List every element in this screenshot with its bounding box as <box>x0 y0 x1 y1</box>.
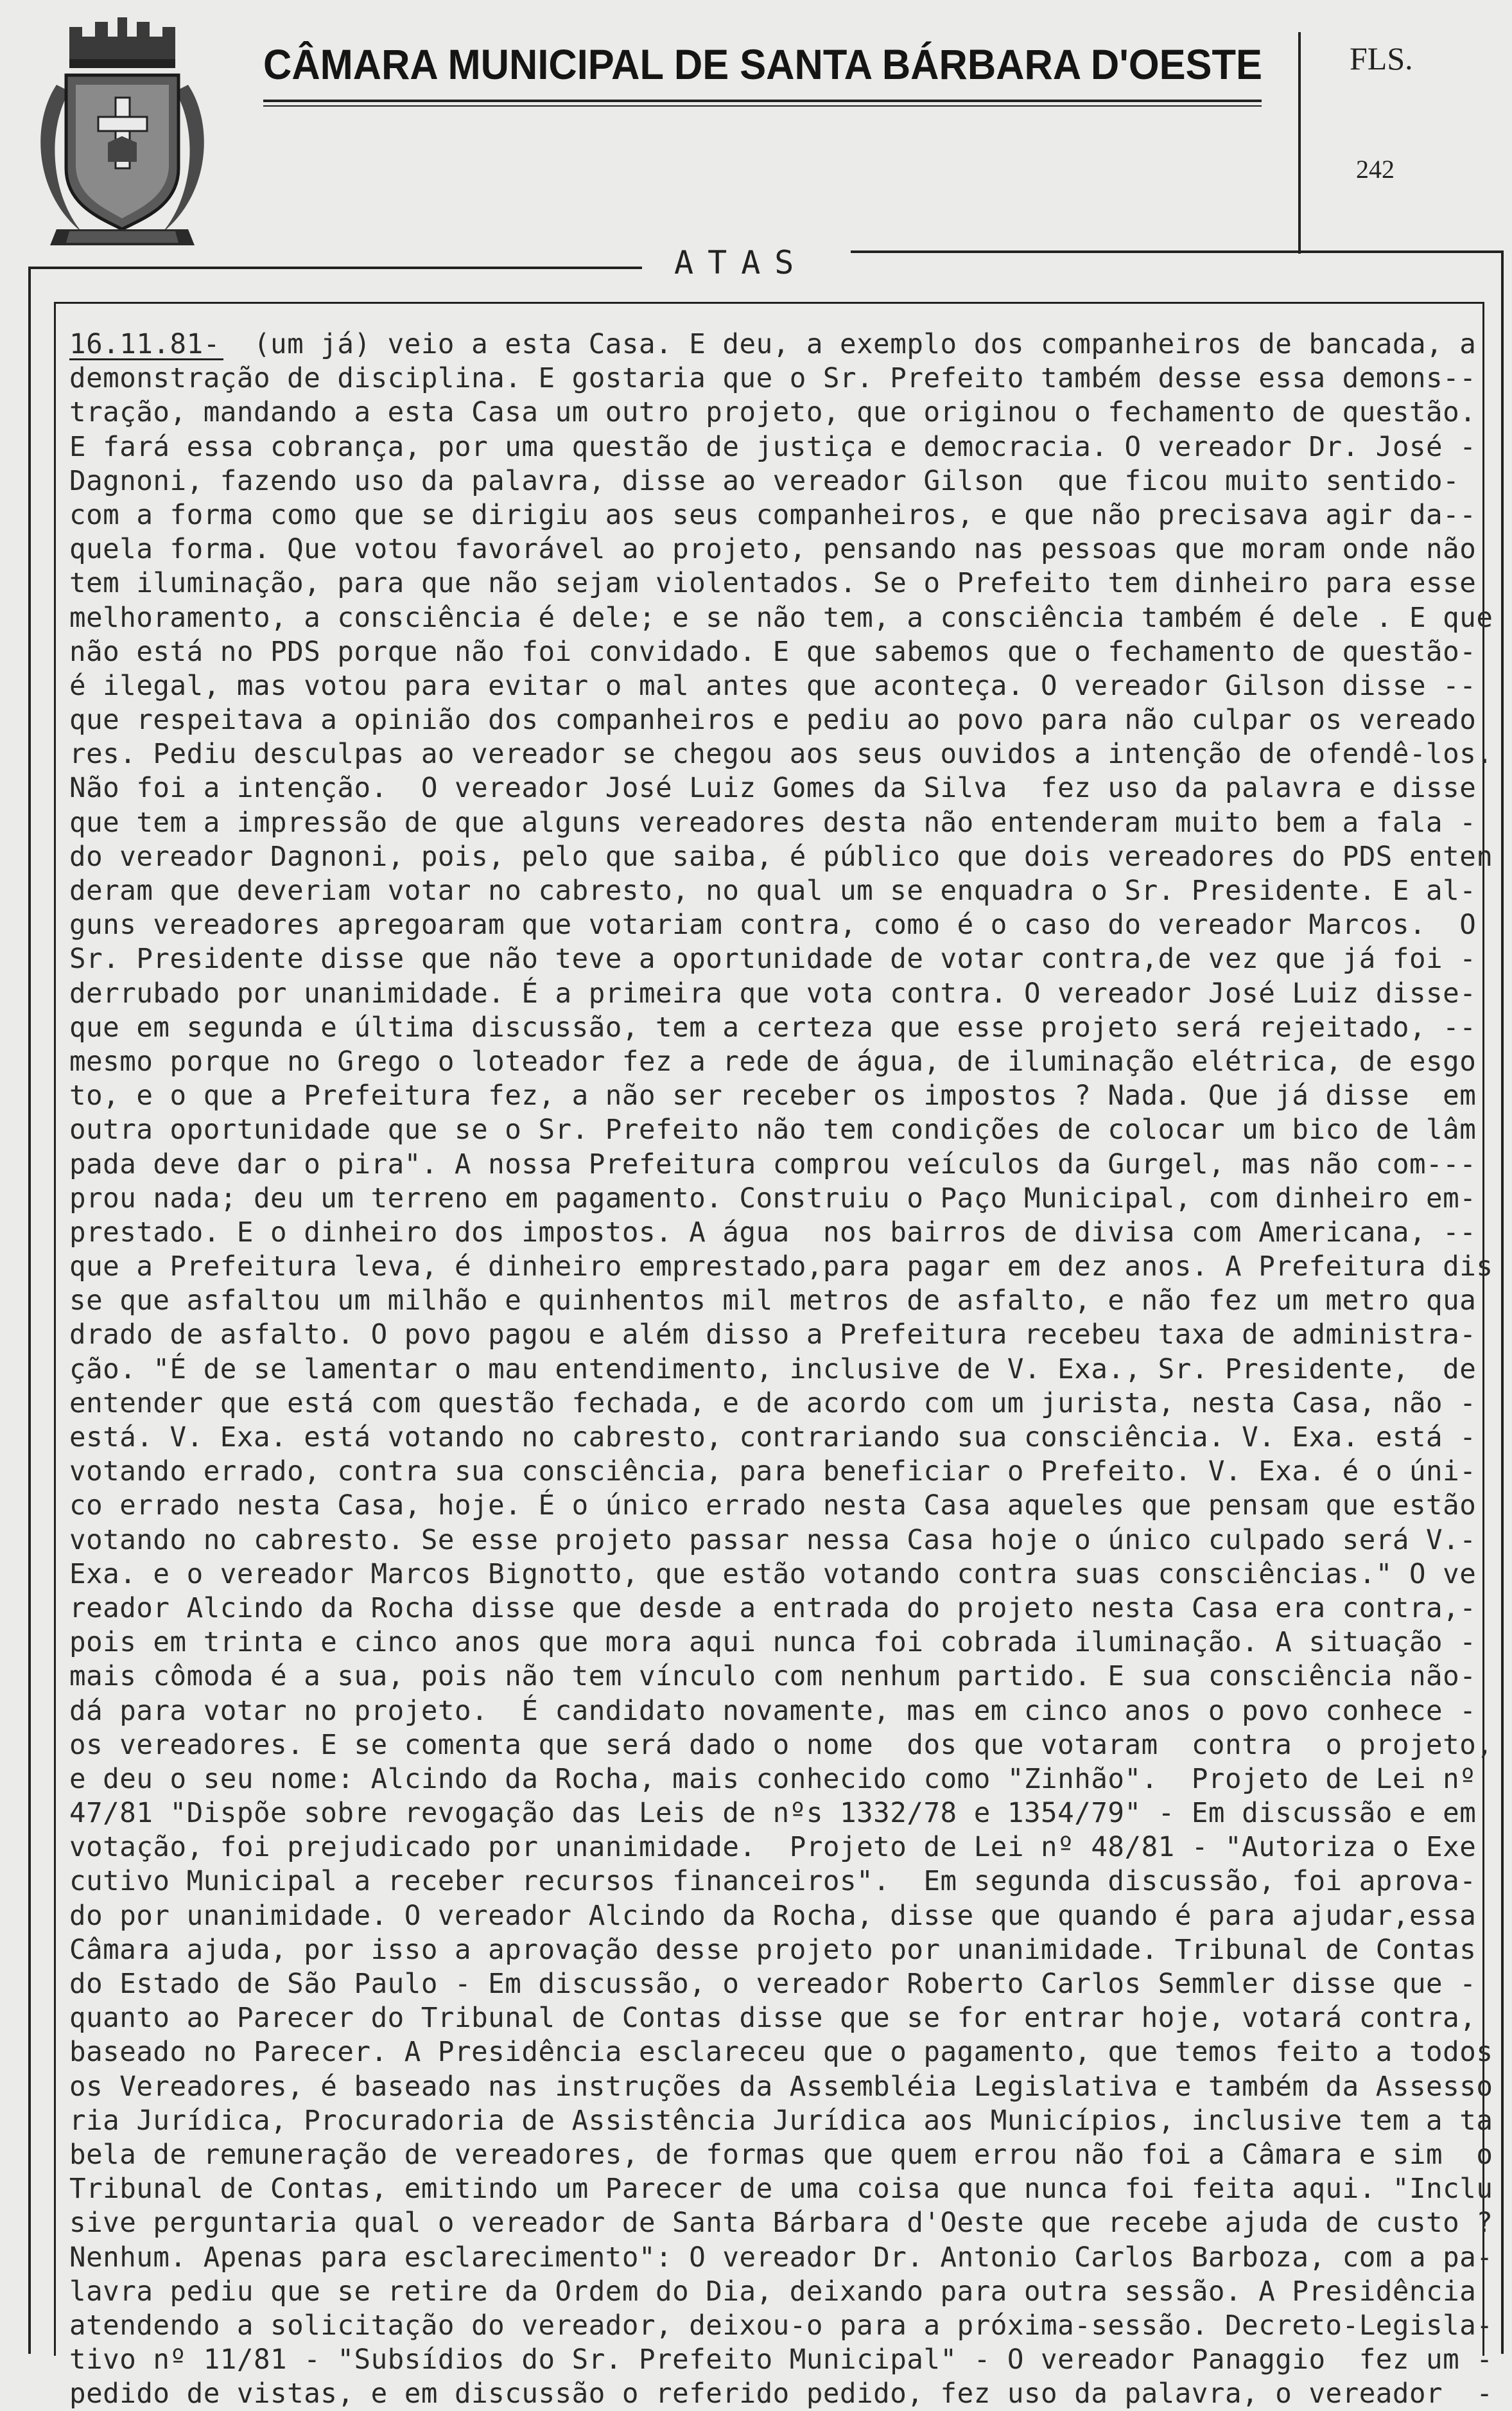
text-line: reador Alcindo da Rocha disse que desde a entrada do projeto nesta Casa era contra,- <box>69 1592 1477 1624</box>
text-line: quela forma. Que votou favorável ao projeto, pensando nas pessoas que moram onde não <box>69 534 1477 566</box>
text-line: não está no PDS porque não foi convidado. E que sabemos que o fechamento de questão- <box>69 636 1477 668</box>
frame-left-border <box>28 267 31 2354</box>
text-line: Tribunal de Contas, emitindo um Parecer de uma coisa que nunca foi feita aqui. "Inclu <box>69 2173 1493 2205</box>
text-line: mesmo porque no Grego o loteador fez a rede de água, de iluminação elétrica, de esgo <box>69 1046 1477 1078</box>
text-line: os Vereadores, é baseado nas instruções da Assembléia Legislativa e também da Assesso <box>69 2071 1493 2103</box>
text-line: Nenhum. Apenas para esclarecimento": O vereador Dr. Antonio Carlos Barboza, com a pa- <box>69 2241 1493 2274</box>
text-line: Exa. e o vereador Marcos Bignotto, que estão votando contra suas consciências." O ve <box>69 1558 1477 1590</box>
text-line: ção. "É de se lamentar o mau entendimento, inclusive de V. Exa., Sr. Presidente, de <box>69 1353 1477 1385</box>
text-line: votação, foi prejudicado por unanimidade. Projeto de Lei nº 48/81 - "Autoriza o Exe <box>69 1832 1477 1864</box>
text-line: res. Pediu desculpas ao vereador se chegou aos seus ouvidos a intenção de ofendê-los. <box>69 739 1493 771</box>
page-number: 242 <box>1356 155 1395 184</box>
text-line: que a Prefeitura leva, é dinheiro emprestado,para pagar em dez anos. A Prefeitura dis <box>69 1251 1493 1283</box>
text-line: deram que deveriam votar no cabresto, no qual um se enquadra o Sr. Presidente. E al- <box>69 875 1477 907</box>
text-line: sive perguntaria qual o vereador de Santa Bárbara d'Oeste que recebe ajuda de custo ? <box>69 2207 1493 2240</box>
text-line: prestado. E o dinheiro dos impostos. A água nos bairros de divisa com Americana, -- <box>69 1216 1477 1249</box>
text-line: com a forma como que se dirigiu aos seus companheiros, e que não precisava agir da-- <box>69 499 1477 531</box>
frame-right-border <box>1501 250 1504 2354</box>
text-line: mais cômoda é a sua, pois não tem vínculo com nenhum partido. E sua consciência não- <box>69 1661 1477 1693</box>
text-line: tração, mandando a esta Casa um outro projeto, que originou o fechamento de questão. <box>69 397 1477 429</box>
chamber-title: CÂMARA MUNICIPAL DE SANTA BÁRBARA D'OESTE <box>263 40 1262 88</box>
text-line: dá para votar no projeto. É candidato novamente, mas em cinco anos o povo conhece - <box>69 1695 1477 1727</box>
text-line: está. V. Exa. está votando no cabresto, contrariando sua consciência. V. Exa. está - <box>69 1422 1477 1453</box>
text-line: lavra pediu que se retire da Ordem do Dia, deixando para outra sessão. A Presidência <box>69 2275 1477 2308</box>
text-line: do por unanimidade. O vereador Alcindo da Rocha, disse que quando é para ajudar,essa <box>69 1900 1477 1932</box>
text-line: atendendo a solicitação do vereador, deixou-o para a próxima-sessão. Decreto-Legisla- <box>69 2310 1493 2342</box>
text-line: drado de asfalto. O povo pagou e além disso a Prefeitura recebeu taxa de administra- <box>69 1319 1477 1351</box>
text-line: 47/81 "Dispõe sobre revogação das Leis de nºs 1332/78 e 1354/79" - Em discussão e em <box>69 1798 1477 1830</box>
text-line: pada deve dar o pira". A nossa Prefeitura comprou veículos da Gurgel, mas não com--- <box>69 1148 1477 1180</box>
text-line: votando no cabresto. Se esse projeto passar nessa Casa hoje o único culpado será V.- <box>69 1524 1477 1556</box>
fls-label: FLS. <box>1350 40 1413 76</box>
text-line: co errado nesta Casa, hoje. É o único errado nesta Casa aqueles que pensam que estão <box>69 1490 1477 1522</box>
atas-rule-right <box>851 250 1504 253</box>
text-line: se que asfaltou um milhão e quinhentos mil metros de asfalto, e não fez um metro qua <box>69 1285 1477 1317</box>
text-line: que em segunda e última discussão, tem a certeza que esse projeto será rejeitado, -- <box>69 1012 1477 1044</box>
text-line: ria Jurídica, Procuradoria de Assistência Jurídica aos Municípios, inclusive tem a ta <box>69 2105 1493 2137</box>
text-line: melhoramento, a consciência é dele; e se não tem, a consciência também é dele . E que <box>69 602 1493 634</box>
text-line: prou nada; deu um terreno em pagamento. Construiu o Paço Municipal, com dinheiro em- <box>69 1182 1477 1214</box>
text-line: to, e o que a Prefeitura fez, a não ser receber os impostos ? Nada. Que já disse em <box>69 1080 1477 1112</box>
text-line: outra oportunidade que se o Sr. Prefeito não tem condições de colocar um bico de lâm <box>69 1114 1477 1146</box>
text-line: quanto ao Parecer do Tribunal de Contas disse que se for entrar hoje, votará contra, <box>69 2003 1477 2035</box>
municipal-crest-icon <box>31 14 214 258</box>
text-line: cutivo Municipal a receber recursos financeiros". Em segunda discussão, foi aprova- <box>69 1866 1477 1898</box>
text-line: bela de remuneração de vereadores, de formas que quem errou não foi a Câmara e sim o <box>69 2139 1493 2171</box>
text-line: os vereadores. E se comenta que será dado o nome dos que votaram contra o projeto, <box>69 1729 1493 1761</box>
text-line: guns vereadores apregoaram que votariam contra, como é o caso do vereador Marcos. O <box>69 909 1477 942</box>
text-line: Não foi a intenção. O vereador José Luiz Gomes da Silva fez uso da palavra e disse <box>69 773 1477 805</box>
title-underline <box>263 100 1262 102</box>
text-line: demonstração de disciplina. E gostaria que o Sr. Prefeito também desse essa demons-- <box>69 363 1477 395</box>
minutes-text <box>69 328 1493 2411</box>
text-line: E fará essa cobrança, por uma questão de justiça e democracia. O vereador Dr. José - <box>69 431 1477 463</box>
text-line: Sr. Presidente disse que não teve a oportunidade de votar contra,de vez que já foi - <box>69 943 1477 976</box>
section-title: ATAS <box>674 244 808 281</box>
text-line: derrubado por unanimidade. É a primeira que vota contra. O vereador José Luiz disse- <box>69 978 1477 1010</box>
title-underline-thin <box>263 105 1262 107</box>
text-line: Câmara ajuda, por isso a aprovação desse projeto por unanimidade. Tribunal de Contas <box>69 1934 1477 1966</box>
text-line: 16.11.81- (um já) veio a esta Casa. E deu, a exemplo dos companheiros de bancada, a <box>69 329 1477 360</box>
text-line: que tem a impressão de que alguns vereadores desta não entenderam muito bem a fala - <box>69 807 1477 839</box>
text-line: e deu o seu nome: Alcindo da Rocha, mais conhecido como "Zinhão". Projeto de Lei nº <box>69 1763 1477 1795</box>
text-line: baseado no Parecer. A Presidência esclareceu que o pagamento, que temos feito a todos <box>69 2037 1493 2069</box>
text-line: tem iluminação, para que não sejam violentados. Se o Prefeito tem dinheiro para esse <box>69 568 1477 600</box>
text-line: votando errado, contra sua consciência, para beneficiar o Prefeito. V. Exa. é o úni- <box>69 1456 1477 1488</box>
text-line: do Estado de São Paulo - Em discussão, o vereador Roberto Carlos Semmler disse que - <box>69 1968 1477 2000</box>
text-line: pois em trinta e cinco anos que mora aqui nunca foi cobrada iluminação. A situação - <box>69 1627 1477 1659</box>
fls-divider <box>1298 32 1301 254</box>
text-line: do vereador Dagnoni, pois, pelo que saiba, é público que dois vereadores do PDS enten <box>69 841 1493 873</box>
text-line: entender que está com questão fechada, e de acordo com um jurista, nesta Casa, não - <box>69 1387 1477 1419</box>
text-line: que respeitava a opinião dos companheiros e pediu ao povo para não culpar os vereado <box>69 705 1477 737</box>
atas-rule-left <box>28 267 642 269</box>
text-line: Dagnoni, fazendo uso da palavra, disse ao vereador Gilson que ficou muito sentido- <box>69 465 1460 497</box>
text-line: tivo nº 11/81 - "Subsídios do Sr. Prefeito Municipal" - O vereador Panaggio fez um - <box>69 2344 1493 2376</box>
text-line: pedido de vistas, e em discussão o referido pedido, fez uso da palavra, o vereador - <box>69 2378 1493 2410</box>
text-line: é ilegal, mas votou para evitar o mal antes que aconteça. O vereador Gilson disse -- <box>69 670 1477 702</box>
